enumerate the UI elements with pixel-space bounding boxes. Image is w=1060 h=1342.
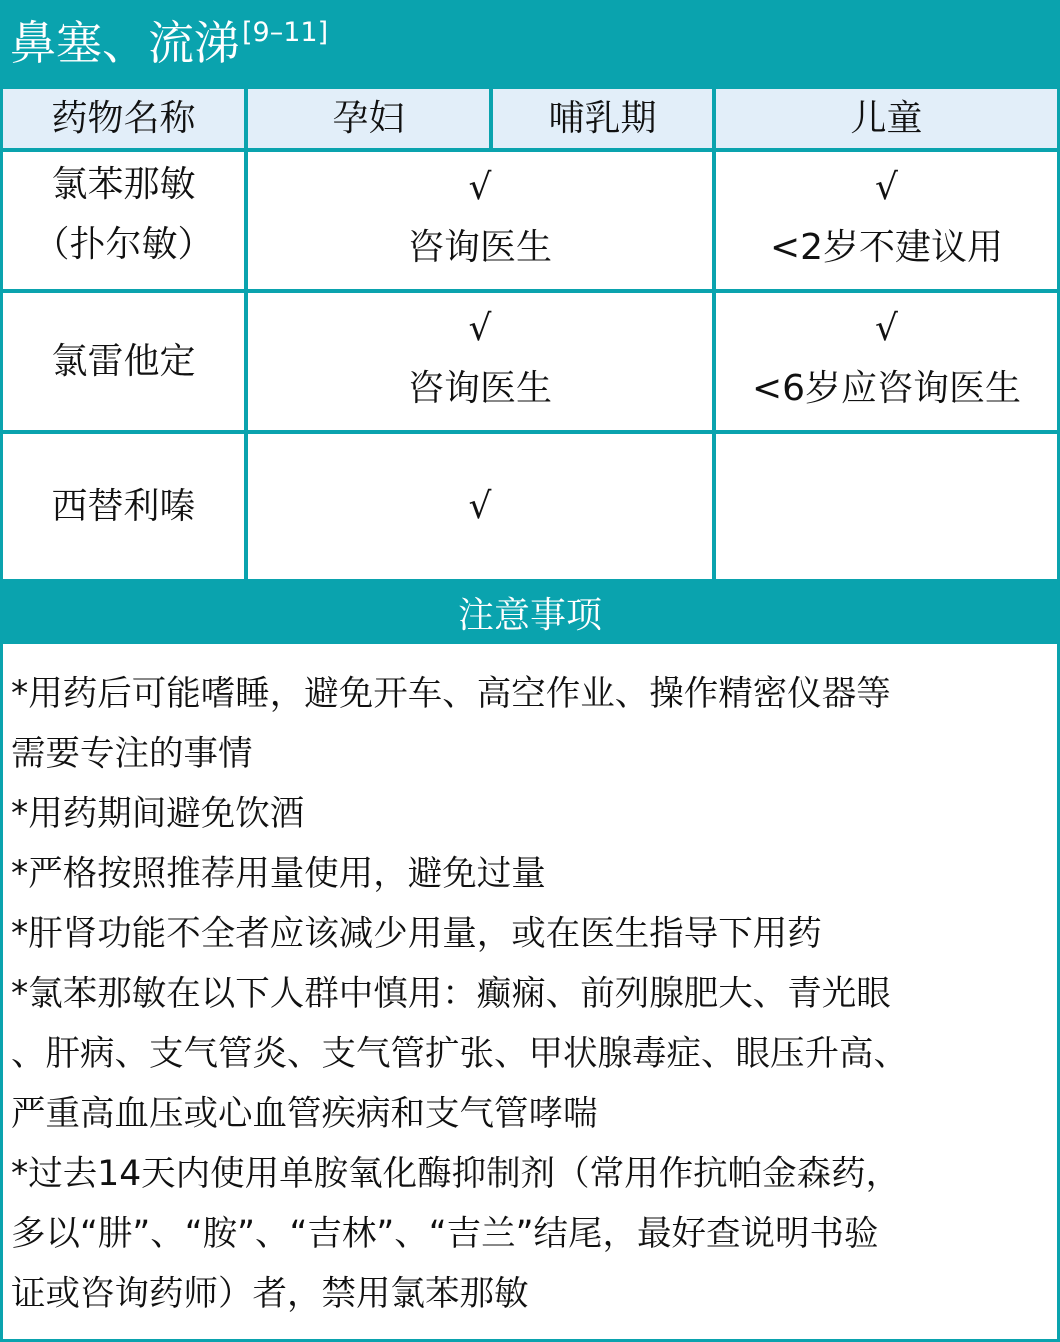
drug-alias: （扑尔敏） bbox=[33, 223, 214, 265]
drug-name: 氯苯那敏 bbox=[51, 163, 196, 205]
header-lactation-label: 哺乳期 bbox=[548, 97, 657, 139]
children-cell bbox=[716, 293, 1057, 430]
notes-list bbox=[3, 644, 1057, 1339]
note-line: 严重高血压或心血管疾病和支气管哮喘 bbox=[11, 1094, 598, 1134]
usage-note: 咨询医生 bbox=[407, 367, 552, 409]
drug-name: 西替利嗪 bbox=[51, 485, 196, 527]
note-line: *用药期间避免饮酒 bbox=[11, 794, 305, 834]
note-line: *严格按照推荐用量使用，避免过量 bbox=[11, 854, 546, 894]
title-bar bbox=[0, 0, 1060, 86]
table-row-drug-cell bbox=[3, 293, 244, 430]
header-children-label: 儿童 bbox=[850, 97, 923, 139]
pregnancy-lactation-cell bbox=[248, 152, 712, 289]
header-children bbox=[716, 89, 1057, 148]
note-line: *氯苯那敏在以下人群中慎用：癫痫、前列腺肥大、青光眼 bbox=[11, 974, 891, 1014]
note-line: 证或咨询药师）者，禁用氯苯那敏 bbox=[11, 1274, 529, 1314]
pregnancy-lactation-cell bbox=[248, 293, 712, 430]
check-mark: √ bbox=[468, 166, 492, 208]
note-line: *过去14天内使用单胺氧化酶抑制剂（常用作抗帕金森药， bbox=[11, 1154, 901, 1194]
usage-note: 咨询医生 bbox=[407, 226, 552, 268]
pregnancy-lactation-cell bbox=[248, 434, 712, 579]
note-line: *用药后可能嗜睡，避免开车、高空作业、操作精密仪器等 bbox=[11, 674, 891, 714]
header-pregnant bbox=[248, 89, 489, 148]
check-mark: √ bbox=[875, 166, 898, 208]
note-line: 多以“肼”、“胺”、“吉林”、“吉兰”结尾，最好查说明书验 bbox=[11, 1214, 879, 1254]
header-lactation bbox=[493, 89, 712, 148]
check-mark: √ bbox=[468, 485, 492, 527]
children-cell bbox=[716, 152, 1057, 289]
check-mark: √ bbox=[468, 307, 492, 349]
notes-header-label: 注意事项 bbox=[457, 595, 602, 636]
note-line: *肝肾功能不全者应该减少用量，或在医生指导下用药 bbox=[11, 914, 822, 954]
note-line: 需要专注的事情 bbox=[11, 734, 253, 774]
drug-name: 氯雷他定 bbox=[51, 340, 196, 382]
header-pregnant-label: 孕妇 bbox=[332, 97, 405, 139]
title-reference: [9–11] bbox=[242, 17, 329, 48]
table-row-drug-cell bbox=[3, 152, 244, 289]
usage-note: <2岁不建议用 bbox=[769, 226, 1004, 268]
page-title bbox=[10, 10, 328, 84]
children-cell bbox=[716, 434, 1057, 579]
title-text: 鼻塞、流涕 bbox=[10, 16, 240, 70]
usage-note: <6岁应咨询医生 bbox=[751, 367, 1022, 409]
check-mark: √ bbox=[875, 307, 898, 349]
header-drug-name-label: 药物名称 bbox=[51, 97, 196, 139]
header-drug-name bbox=[3, 89, 244, 148]
note-line: 、肝病、支气管炎、支气管扩张、甲状腺毒症、眼压升高、 bbox=[11, 1034, 908, 1074]
table-row-drug-cell bbox=[3, 434, 244, 579]
notes-header bbox=[0, 581, 1060, 644]
